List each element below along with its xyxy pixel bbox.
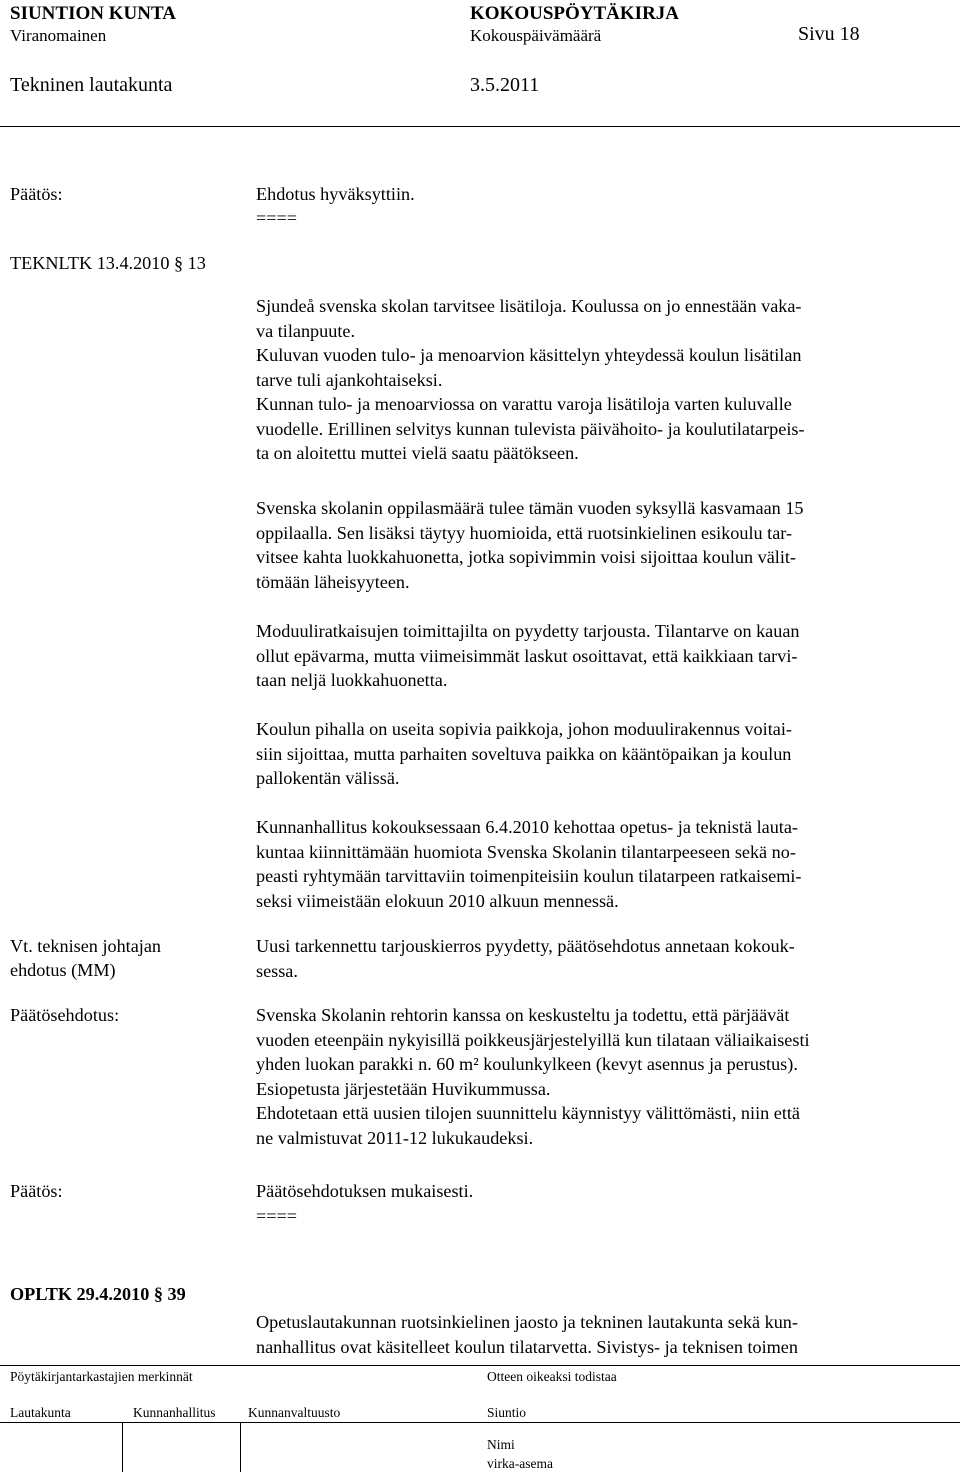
footer-top-line bbox=[0, 1365, 960, 1366]
paragraph-line: ta on aloitettu muttei vielä saatu päätökseen. bbox=[256, 443, 579, 463]
paragraph-line: pallokentän välissä. bbox=[256, 768, 400, 788]
paragraph-line: seksi viimeistään elokuun 2010 alkuun mennessä. bbox=[256, 890, 619, 911]
proposer-label-line1: Vt. teknisen johtajan bbox=[10, 936, 162, 956]
reference-label: TEKNLTK 13.4.2010 § 13 bbox=[10, 253, 206, 273]
decision2-separator: ==== bbox=[256, 1206, 298, 1226]
paragraph-line: nanhallitus ovat käsitelleet koulun tilatarvetta. Sivistys- ja teknisen toimen bbox=[256, 1336, 798, 1357]
paragraph-line: ne valmistuvat 2011-12 lukukaudeksi. bbox=[256, 1127, 534, 1148]
footer-col-council: Kunnanvaltuusto bbox=[248, 1405, 341, 1420]
paragraph-line: Koulun pihalla on useita sopivia paikkoja, johon moduulirakennus voitai- bbox=[256, 719, 792, 739]
paragraph-line: tömään läheisyyteen. bbox=[256, 571, 410, 592]
decision2-label: Päätös: bbox=[10, 1181, 63, 1201]
decision-label: Päätös: bbox=[10, 184, 63, 204]
decision-separator: ==== bbox=[256, 208, 298, 228]
proposer-label-line2: ehdotus (MM) bbox=[10, 960, 116, 980]
decision2-text: Päätösehdotuksen mukaisesti. bbox=[256, 1181, 474, 1201]
paragraph-line: Uusi tarkennettu tarjouskierros pyydetty, päätösehdotus annetaan kokouk- bbox=[256, 936, 795, 956]
paragraph-line: oppilaalla. Sen lisäksi täytyy huomioida, että ruotsinkielinen esikoulu tar- bbox=[256, 522, 793, 543]
header-divider bbox=[0, 126, 960, 127]
footer-divider-2 bbox=[240, 1422, 241, 1472]
footer-place: Siuntio bbox=[487, 1405, 527, 1420]
proposal-label: Päätösehdotus: bbox=[10, 1005, 120, 1025]
reference2-label: OPLTK 29.4.2010 § 39 bbox=[10, 1284, 186, 1304]
page-number: Sivu 18 bbox=[798, 23, 860, 45]
paragraph-new-round bbox=[256, 934, 956, 983]
paragraph-line: Kuluvan vuoden tulo- ja menoarvion käsittelyn yhteydessä koulun lisätilan bbox=[256, 345, 802, 365]
paragraph-line: Ehdotetaan että uusien tilojen suunnittelu käynnistyy välittömästi, niin että bbox=[256, 1103, 801, 1123]
paragraph-line: yhden luokan parakki n. 60 m² koulunkylkeen (kevyt asennus ja perustus). bbox=[256, 1054, 798, 1074]
footer-mid-line bbox=[0, 1422, 960, 1423]
paragraph-line: kuntaa kiinnittämään huomiota Svenska Skolanin tilantarpeeseen sekä no- bbox=[256, 841, 796, 862]
signatures-label: Pöytäkirjantarkastajien merkinnät bbox=[10, 1369, 193, 1384]
paragraph-line: siin sijoittaa, mutta parhaiten soveltuva paikka on kääntöpaikan ja koulun bbox=[256, 743, 792, 764]
footer-col-government: Kunnanhallitus bbox=[133, 1405, 216, 1420]
authority-name: Tekninen lautakunta bbox=[10, 74, 173, 96]
paragraph-council bbox=[256, 815, 956, 913]
footer-divider-1 bbox=[122, 1422, 123, 1472]
municipality-name: SIUNTION KUNTA bbox=[10, 3, 176, 24]
footer-col-board: Lautakunta bbox=[10, 1405, 71, 1420]
paragraph-line: Sjundeå svenska skolan tarvitsee lisätiloja. Koulussa on jo ennestään vaka- bbox=[256, 296, 802, 316]
paragraph-line: Svenska Skolanin rehtorin kanssa on keskusteltu ja todettu, että pärjäävät bbox=[256, 1005, 790, 1025]
paragraph-student-count bbox=[256, 496, 956, 594]
footer-name-label: Nimi bbox=[487, 1437, 515, 1452]
paragraph-line: vuoden eteenpäin nykyisillä poikkeusjärjestelyillä kun tilataan väliaikaisesti bbox=[256, 1029, 810, 1050]
paragraph-line: Moduuliratkaisujen toimittajilta on pyydetty tarjousta. Tilantarve on kauan bbox=[256, 621, 800, 641]
meeting-date-label: Kokouspäivämäärä bbox=[470, 26, 602, 45]
paragraph-line: Kunnan tulo- ja menoarviossa on varattu varoja lisätiloja varten kuluvalle bbox=[256, 394, 792, 414]
paragraph-location bbox=[256, 717, 956, 791]
paragraph-line: Kunnanhallitus kokouksessaan 6.4.2010 kehottaa opetus- ja teknistä lauta- bbox=[256, 817, 798, 837]
paragraph-section2 bbox=[256, 1310, 956, 1359]
paragraph-line: vitsee kahta luokkahuonetta, jotka sopivimmin voisi sijoittaa koulun välit- bbox=[256, 547, 796, 567]
paragraph-line: peasti ryhtymään tarvittaviin toimenpiteisiin koulun tilatarpeen ratkaisemi- bbox=[256, 866, 802, 886]
paragraph-line: tarve tuli ajankohtaiseksi. bbox=[256, 369, 443, 390]
footer-title-label: virka-asema bbox=[487, 1456, 553, 1471]
authority-label: Viranomainen bbox=[10, 26, 107, 45]
paragraph-line: taan neljä luokkahuonetta. bbox=[256, 670, 448, 690]
certified-label: Otteen oikeaksi todistaa bbox=[487, 1369, 617, 1384]
meeting-date: 3.5.2011 bbox=[470, 74, 540, 96]
document-type: KOKOUSPÖYTÄKIRJA bbox=[470, 3, 680, 24]
paragraph-line: Opetuslautakunnan ruotsinkielinen jaosto ja tekninen lautakunta sekä kun- bbox=[256, 1312, 798, 1332]
paragraph-background bbox=[256, 294, 956, 466]
paragraph-line: Svenska skolanin oppilasmäärä tulee tämän vuoden syksyllä kasvamaan 15 bbox=[256, 498, 804, 518]
paragraph-modules bbox=[256, 619, 956, 693]
paragraph-line: vuodelle. Erillinen selvitys kunnan tulevista päivähoito- ja koulutilatarpeis- bbox=[256, 418, 805, 439]
paragraph-line: ollut epävarma, mutta viimeisimmät laskut osoittavat, että kaikkiaan tarvi- bbox=[256, 645, 798, 666]
paragraph-line: va tilanpuute. bbox=[256, 320, 355, 341]
paragraph-line: sessa. bbox=[256, 960, 298, 981]
paragraph-line: Esiopetusta järjestetään Huvikummussa. bbox=[256, 1078, 551, 1099]
decision-text: Ehdotus hyväksyttiin. bbox=[256, 184, 415, 204]
paragraph-proposal bbox=[256, 1003, 956, 1150]
